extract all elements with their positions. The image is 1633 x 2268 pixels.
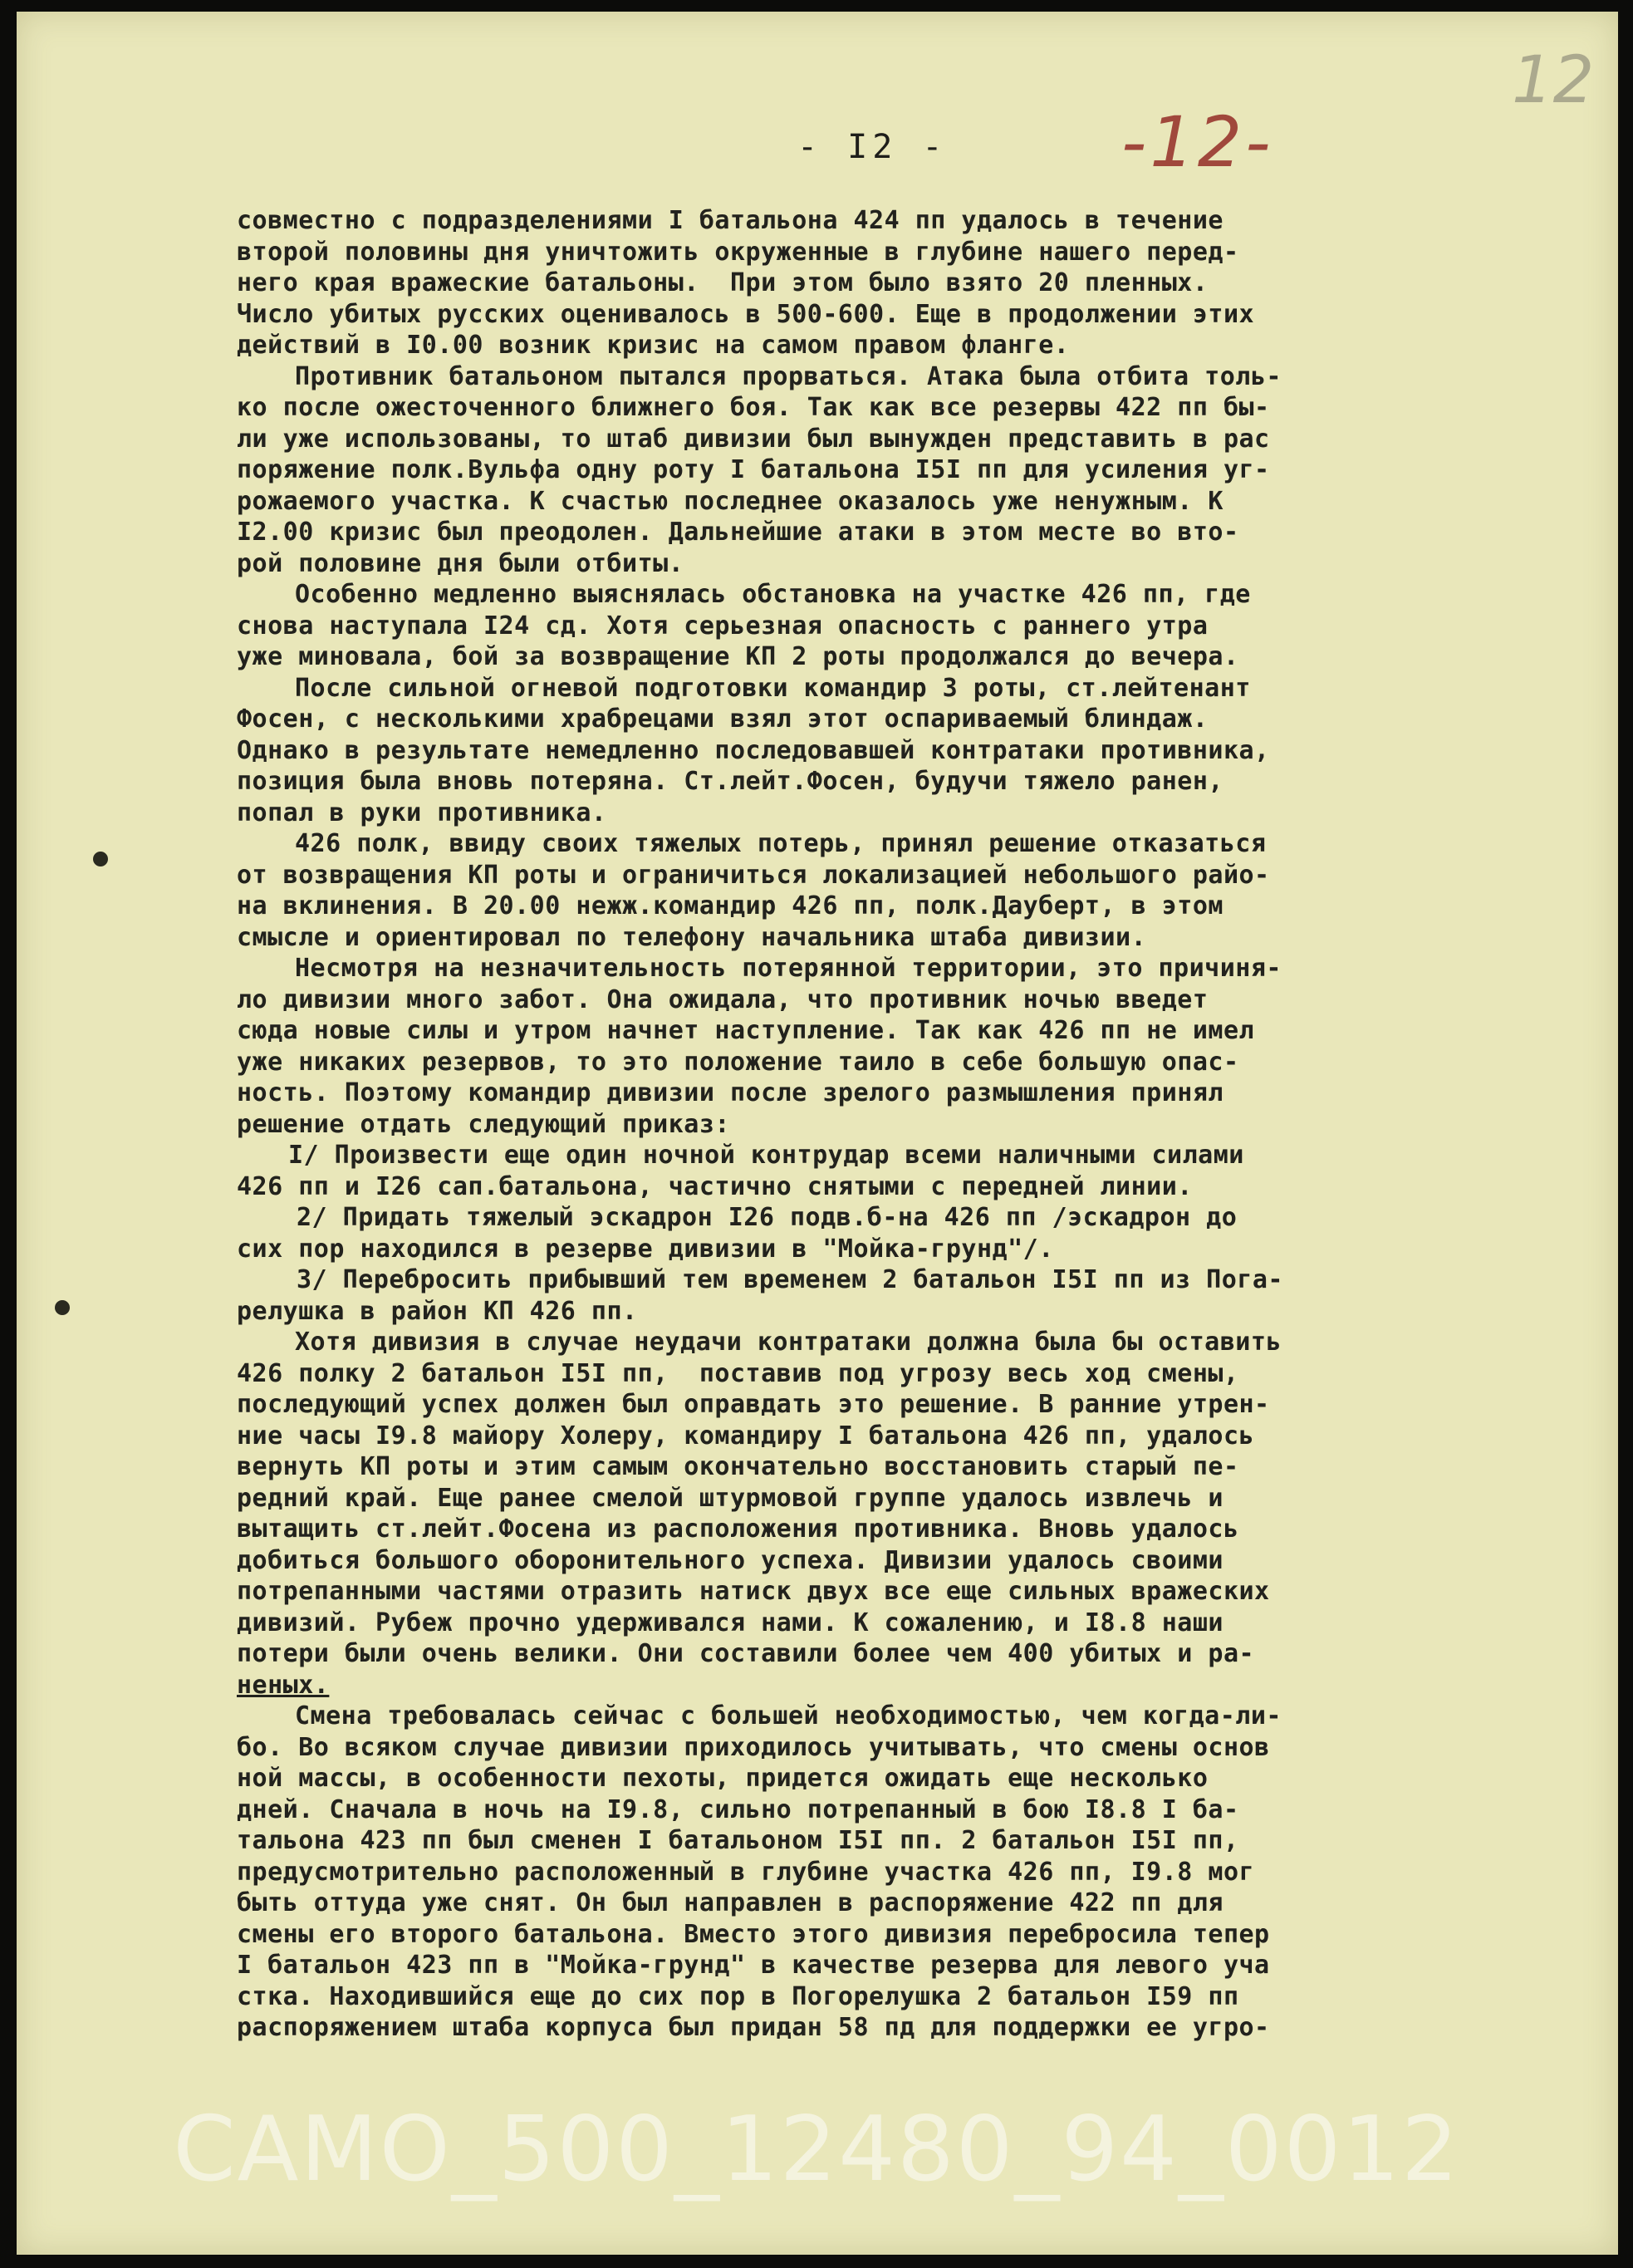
text-line: ко после ожесточенного ближнего боя. Так как все резервы 422 пп бы- xyxy=(237,393,1270,422)
text-line: рой половине дня были отбиты. xyxy=(237,548,684,578)
text-line: Хотя дивизия в случае неудачи контратаки должна была бы оставить xyxy=(295,1328,1282,1357)
text-line: Противник батальоном пытался прорваться. Атака была отбита толь- xyxy=(295,361,1282,391)
document-body xyxy=(237,205,1599,2044)
text-line: совместно с подразделениями I батальона 424 пп удалось в течение xyxy=(237,206,1224,235)
text-line: от возвращения КП роты и ограничиться локализацией небольшого райо- xyxy=(237,860,1270,890)
text-line: позиция была вновь потеряна. Ст.лейт.Фосен, будучи тяжело ранен, xyxy=(237,767,1224,796)
text-line: попал в руки противника. xyxy=(237,798,607,827)
text-line: Несмотря на незначительность потерянной территории, это причиня- xyxy=(295,954,1282,983)
text-line: Особенно медленно выяснялась обстановка на участке 426 пп, где xyxy=(295,580,1251,609)
text-line: Фосен, с несколькими храбрецами взял этот оспариваемый блиндаж. xyxy=(237,704,1209,734)
text-line: I2.00 кризис был преодолен. Дальнейшие атаки в этом месте во вто- xyxy=(237,518,1239,547)
text-line: смены его второго батальона. Вместо этого дивизия перебросила тепер xyxy=(237,1919,1270,1949)
text-line: стка. Находившийся еще до сих пор в Погорелушка 2 батальон I59 пп xyxy=(237,1981,1239,2011)
text-line: I батальон 423 пп в "Мойка-грунд" в качестве резерва для левого уча xyxy=(237,1951,1270,1980)
text-line: второй половины дня уничтожить окруженные в глубине нашего перед- xyxy=(237,237,1239,267)
text-line: него края вражеские батальоны. При этом было взято 20 пленных. xyxy=(237,268,1209,297)
text-line: поряжение полк.Вульфа одну роту I батальона I5I пп для усиления уг- xyxy=(237,455,1270,484)
text-line: ние часы I9.8 майору Холеру, командиру I батальона 426 пп, удалось xyxy=(237,1421,1255,1451)
text-line: сих пор находился в резерве дивизии в "Мойка-грунд"/. xyxy=(237,1234,1054,1264)
text-line: сюда новые силы и утром начнет наступление. Так как 426 пп не имел xyxy=(237,1016,1255,1045)
text-line: дивизий. Рубеж прочно удерживался нами. К сожалению, и I8.8 наши xyxy=(237,1608,1224,1637)
text-line: ло дивизии много забот. Она ожидала, что противник ночью введет xyxy=(237,984,1209,1014)
text-line: потери были очень велики. Они составили более чем 400 убитых и ра- xyxy=(237,1639,1255,1668)
text-line: на вклинения. В 20.00 нежж.командир 426 пп, полк.Дауберт, в этом xyxy=(237,891,1224,920)
archive-watermark: CAMO_500_12480_94_0012 xyxy=(173,2098,1460,2202)
text-line: I/ Произвести еще один ночной контрудар всеми наличными силами xyxy=(288,1141,1244,1170)
text-line: действий в I0.00 возник кризис на самом правом фланге. xyxy=(237,331,1070,360)
text-line: рожаемого участка. К счастью последнее оказалось уже ненужным. К xyxy=(237,486,1224,516)
text-line: решение отдать следующий приказ: xyxy=(237,1109,730,1139)
text-line: предусмотрительно расположенный в глубине участка 426 пп, I9.8 мог xyxy=(237,1857,1255,1887)
text-line: После сильной огневой подготовки командир 3 роты, ст.лейтенант xyxy=(295,673,1251,703)
text-line: 2/ Придать тяжелый эскадрон I26 подв.б-на 426 пп /эскадрон до xyxy=(297,1203,1238,1232)
text-line: Однако в результате немедленно последовавшей контратаки противника, xyxy=(237,735,1270,765)
text-line: смысле и ориентировал по телефону начальника штаба дивизии. xyxy=(237,922,1147,952)
text-line: дней. Сначала в ночь на I9.8, сильно потрепанный в бою I8.8 I ба- xyxy=(237,1794,1239,1824)
text-line: ной массы, в особенности пехоты, придется ожидать еще несколько xyxy=(237,1764,1209,1793)
text-line: уже никаких резервов, то это положение таило в себе большую опас- xyxy=(237,1047,1239,1077)
text-line: бо. Во всяком случае дивизии приходилось учитывать, что смены основ xyxy=(237,1732,1270,1762)
text-line: снова наступала I24 сд. Хотя серьезная опасность с раннего утра xyxy=(237,611,1209,641)
text-line: релушка в район КП 426 пп. xyxy=(237,1296,638,1326)
text-line: Число убитых русских оценивалось в 500-600. Еще в продолжении этих xyxy=(237,299,1255,329)
text-line: 426 полк, ввиду своих тяжелых потерь, принял решение отказаться xyxy=(295,829,1267,858)
text-line: добиться большого оборонительного успеха. Дивизии удалось своими xyxy=(237,1545,1224,1575)
text-line: уже миновала, бой за возвращение КП 2 роты продолжался до вечера. xyxy=(237,642,1239,671)
text-line: 426 полку 2 батальон I5I пп, поставив под угрозу весь ход смены, xyxy=(237,1358,1239,1388)
text-line: ность. Поэтому командир дивизии после зрелого размышления принял xyxy=(237,1078,1224,1107)
text-line: ли уже использованы, то штаб дивизии был вынужден представить в рас xyxy=(237,424,1270,454)
text-line: неных. xyxy=(237,1670,330,1700)
text-line: вернуть КП роты и этим самым окончательно восстановить старый пе- xyxy=(237,1452,1239,1481)
pencil-archive-number: 12 xyxy=(1512,43,1595,118)
page-number: - I2 - xyxy=(797,128,948,166)
text-line: 3/ Перебросить прибывший тем временем 2 батальон I5I пп из Пога- xyxy=(297,1265,1283,1294)
handwritten-page-number: -12- xyxy=(1121,101,1274,183)
text-line: тальона 423 пп был сменен I батальоном I5I пп. 2 батальон I5I пп, xyxy=(237,1826,1239,1855)
text-line: Смена требовалась сейчас с большей необходимостью, чем когда-ли- xyxy=(295,1701,1282,1730)
text-line: быть оттуда уже снят. Он был направлен в распоряжение 422 пп для xyxy=(237,1888,1224,1917)
text-line: потрепанными частями отразить натиск двух все еще сильных вражеских xyxy=(237,1577,1270,1606)
punch-hole-mark xyxy=(93,852,108,866)
text-line: последующий успех должен был оправдать это решение. В ранние утрен- xyxy=(237,1390,1270,1419)
text-line: редний край. Еще ранее смелой штурмовой группе удалось извлечь и xyxy=(237,1483,1224,1513)
text-line: вытащить ст.лейт.Фосена из расположения противника. Вновь удалось xyxy=(237,1514,1239,1544)
punch-hole-mark xyxy=(55,1300,70,1315)
text-line: 426 пп и I26 сап.батальона, частично снятыми с передней линии. xyxy=(237,1171,1193,1201)
text-line: распоряжением штаба корпуса был придан 58 пд для поддержки ее угро- xyxy=(237,2013,1270,2042)
